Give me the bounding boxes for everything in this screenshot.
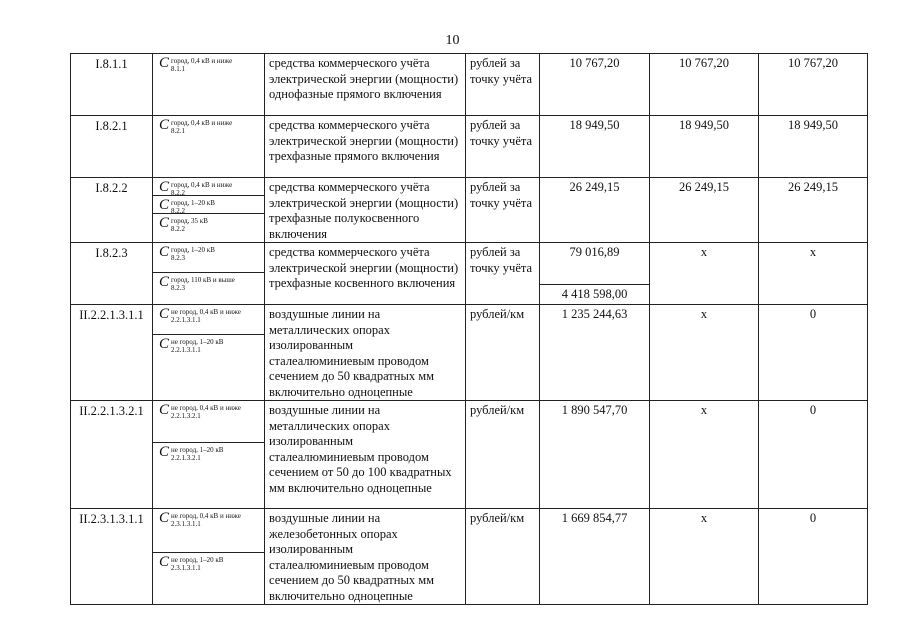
rate-symbol — [153, 552, 264, 600]
rate-value-1-cell — [540, 305, 650, 401]
rate-symbol-cell — [153, 509, 265, 605]
rate-symbol-cell — [153, 178, 265, 243]
rate-value-3: 26 249,15 — [759, 178, 868, 243]
rate-symbol — [153, 272, 264, 304]
rate-symbol-letter: C — [159, 215, 170, 231]
row-description: средства коммерческого учёта электрической энергии (мощности) трехфазные полукосвенного включения — [265, 178, 466, 243]
rate-symbol-superscript: город, 0,4 кВ и ниже — [171, 181, 233, 189]
rate-symbol-letter: C — [159, 510, 170, 526]
rate-symbol-superscript: не город, 1–20 кВ — [171, 338, 224, 346]
table-row — [71, 305, 868, 401]
rate-symbol-letter: C — [159, 554, 170, 570]
rate-symbol-superscript: не город, 1–20 кВ — [171, 446, 224, 454]
row-description: воздушные линии на железобетонных опорах изолированным сталеалюминиевым проводом сечением до 50 квадратных мм включительно одноцепные — [265, 509, 466, 605]
rate-value-1-cell — [540, 54, 650, 116]
rate-value-1: 18 949,50 — [569, 118, 620, 132]
table-row — [71, 116, 868, 178]
rate-symbol-superscript: город, 35 кВ — [171, 217, 208, 225]
rate-symbol-letter: C — [159, 244, 170, 260]
row-unit: рублей/км — [466, 305, 540, 401]
rate-symbol-letter: C — [159, 179, 170, 195]
row-code: II.2.2.1.3.1.1 — [71, 305, 153, 401]
rate-symbol-letter: C — [159, 55, 170, 71]
rate-symbol — [153, 116, 264, 177]
rate-symbol-letter: C — [159, 402, 170, 418]
rate-symbol-subscript: 2.2.1.3.1.1 — [171, 316, 201, 324]
row-code: I.8.2.1 — [71, 116, 153, 178]
row-code: I.8.1.1 — [71, 54, 153, 116]
rate-symbol-superscript: не город, 1–20 кВ — [171, 556, 224, 564]
rate-symbol-superscript: не город, 0,4 кВ и ниже — [171, 308, 241, 316]
rate-value-1: 1 890 547,70 — [561, 403, 628, 417]
rate-symbol-subscript: 2.3.1.3.1.1 — [171, 520, 201, 528]
rate-symbol-subscript: 2.3.1.3.1.1 — [171, 564, 201, 572]
table-row — [71, 243, 868, 305]
rate-value-2: x — [650, 509, 759, 605]
rate-value-2: 26 249,15 — [650, 178, 759, 243]
row-description: средства коммерческого учёта электрической энергии (мощности) трехфазные косвенного включения — [265, 243, 466, 305]
rate-value-1-cell — [540, 243, 650, 305]
rate-value-2: x — [650, 305, 759, 401]
rate-value-1: 1 669 854,77 — [561, 511, 628, 525]
rate-symbol-superscript: город, 0,4 кВ и ниже — [171, 119, 233, 127]
rate-symbol — [153, 334, 264, 390]
rate-value-3: 18 949,50 — [759, 116, 868, 178]
rate-symbol-subscript: 2.2.1.3.2.1 — [171, 454, 201, 462]
rate-value-3: 0 — [759, 401, 868, 509]
rate-value-1: 10 767,20 — [569, 56, 620, 70]
row-description: средства коммерческого учёта электрической энергии (мощности) однофазные прямого включения — [265, 54, 466, 116]
rate-symbol-superscript: не город, 0,4 кВ и ниже — [171, 512, 241, 520]
rate-symbol — [153, 305, 264, 334]
rate-symbol-subscript: 2.2.1.3.2.1 — [171, 412, 201, 420]
rate-symbol — [153, 195, 264, 213]
rate-value-2: 10 767,20 — [650, 54, 759, 116]
rate-symbol-superscript: город, 0,4 кВ и ниже — [171, 57, 233, 65]
rate-symbol-subscript: 8.2.2 — [171, 225, 185, 233]
rate-symbol-letter: C — [159, 444, 170, 460]
table-row — [71, 54, 868, 116]
rate-symbol-subscript: 8.2.1 — [171, 127, 185, 135]
rate-value-3: 0 — [759, 305, 868, 401]
rate-symbol-cell — [153, 243, 265, 305]
rate-symbol-cell — [153, 305, 265, 401]
rate-symbol-cell — [153, 54, 265, 116]
rate-value-3: 0 — [759, 509, 868, 605]
row-description: воздушные линии на металлических опорах изолированным сталеалюминиевым проводом сечением от 50 до 100 квадратных мм включительно одноцепные — [265, 401, 466, 509]
rate-symbol — [153, 213, 264, 239]
rate-symbol — [153, 178, 264, 195]
rate-symbol-letter: C — [159, 117, 170, 133]
rate-symbol-superscript: не город, 0,4 кВ и ниже — [171, 404, 241, 412]
rate-value-3: 10 767,20 — [759, 54, 868, 116]
row-unit: рублей за точку учёта — [466, 178, 540, 243]
rate-value-1-cell — [540, 401, 650, 509]
rate-value-2: x — [650, 401, 759, 509]
row-unit: рублей/км — [466, 509, 540, 605]
rate-value-1-secondary: 4 418 598,00 — [540, 284, 649, 303]
rate-symbol-subscript: 2.2.1.3.1.1 — [171, 346, 201, 354]
rate-symbol-letter: C — [159, 336, 170, 352]
rate-value-1-cell — [540, 509, 650, 605]
rate-symbol-superscript: город, 110 кВ и выше — [171, 276, 235, 284]
rate-value-1-cell — [540, 178, 650, 243]
rate-value-1-cell — [540, 116, 650, 178]
rate-symbol-subscript: 8.2.2 — [171, 189, 185, 197]
row-unit: рублей за точку учёта — [466, 243, 540, 305]
row-description: средства коммерческого учёта электрической энергии (мощности) трехфазные прямого включения — [265, 116, 466, 178]
table-row — [71, 509, 868, 605]
row-unit: рублей/км — [466, 401, 540, 509]
table-row — [71, 178, 868, 243]
rate-symbol — [153, 54, 264, 115]
rate-value-2: x — [650, 243, 759, 305]
rate-value-2: 18 949,50 — [650, 116, 759, 178]
rate-symbol-subscript: 8.2.3 — [171, 284, 185, 292]
tariff-table — [70, 53, 868, 605]
page-number: 10 — [445, 33, 460, 48]
rate-value-3: x — [759, 243, 868, 305]
rate-symbol-subscript: 8.1.1 — [171, 65, 185, 73]
row-unit: рублей за точку учёта — [466, 54, 540, 116]
rate-value-1: 26 249,15 — [569, 180, 620, 194]
row-code: II.2.3.1.3.1.1 — [71, 509, 153, 605]
rate-symbol-superscript: город, 1–20 кВ — [171, 246, 215, 254]
row-code: I.8.2.2 — [71, 178, 153, 243]
rate-symbol — [153, 243, 264, 272]
row-description: воздушные линии на металлических опорах изолированным сталеалюминиевым проводом сечением до 50 квадратных мм включительно одноцепные — [265, 305, 466, 401]
rate-value-1: 79 016,89 — [569, 245, 620, 259]
row-code: II.2.2.1.3.2.1 — [71, 401, 153, 509]
rate-symbol-letter: C — [159, 306, 170, 322]
row-code: I.8.2.3 — [71, 243, 153, 305]
rate-symbol-cell — [153, 116, 265, 178]
rate-symbol-superscript: город, 1–20 кВ — [171, 199, 215, 207]
rate-symbol — [153, 442, 264, 508]
rate-symbol-letter: C — [159, 197, 170, 213]
rate-symbol — [153, 401, 264, 442]
rate-symbol-subscript: 8.2.2 — [171, 207, 185, 215]
rate-symbol-subscript: 8.2.3 — [171, 254, 185, 262]
rate-symbol-cell — [153, 401, 265, 509]
rate-symbol — [153, 509, 264, 552]
rate-symbol-letter: C — [159, 274, 170, 290]
row-unit: рублей за точку учёта — [466, 116, 540, 178]
table-row — [71, 401, 868, 509]
rate-value-1: 1 235 244,63 — [561, 307, 628, 321]
